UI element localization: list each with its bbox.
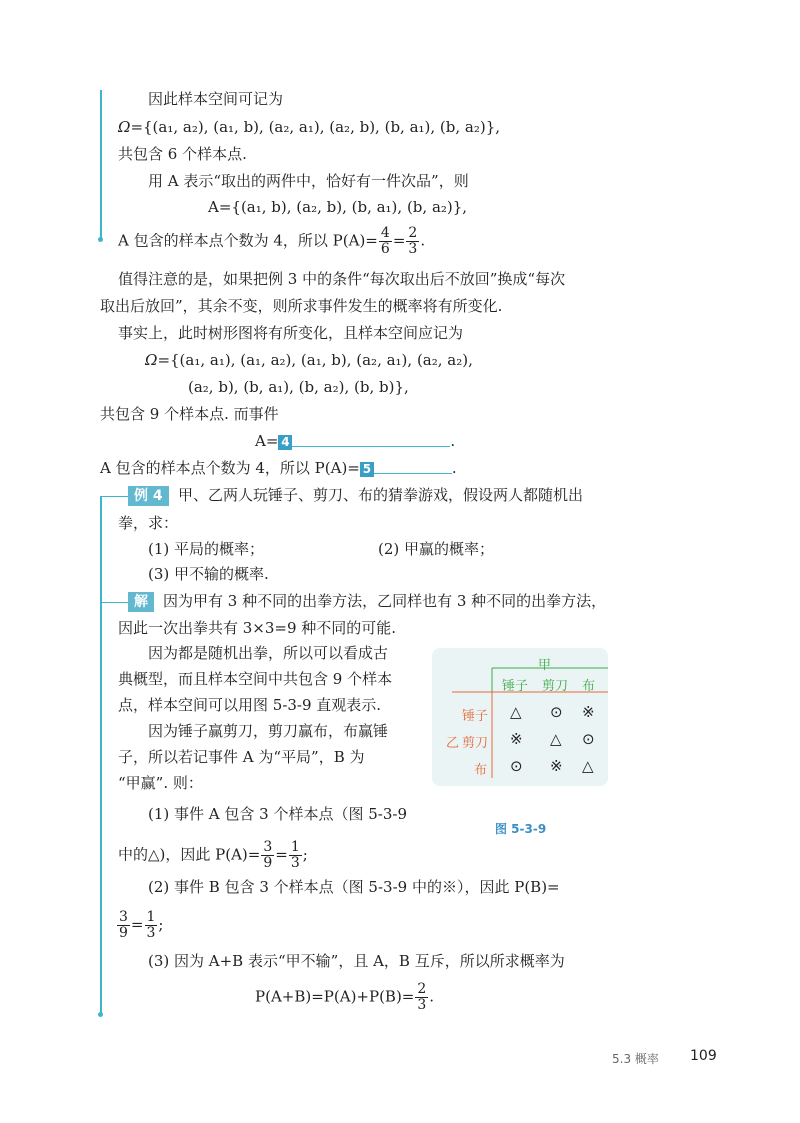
text-line: 点，样本空间可以用图 5-3-9 直观表示. xyxy=(118,696,382,714)
question-2: (2) 甲赢的概率； xyxy=(378,540,495,558)
page-number: 109 xyxy=(690,1048,717,1064)
fill-blank-line: A 包含的样本点个数为 4，所以 P(A)= 5 . xyxy=(100,459,457,477)
text-line: (3) 因为 A+B 表示“甲不输”，且 A，B 互斥，所以所求概率为 xyxy=(148,952,565,970)
question-3: (3) 甲不输的概率. xyxy=(148,565,269,583)
cell-circle-dot: ⊙ xyxy=(582,730,595,748)
cell-reference-mark: ※ xyxy=(510,730,523,748)
section-label: 5.3 概率 xyxy=(612,1052,659,1066)
omega-set: ={(a₁, a₂), (a₁, b), (a₂, a₁), (a₂, b), (b, a₁), (b, a₂)}, xyxy=(130,118,501,136)
fraction: $\frac{1}{3}$ xyxy=(290,839,300,871)
text-line: (1) 事件 A 包含 3 个样本点（图 5-3-9 xyxy=(148,805,408,823)
text-line: 因为甲有 3 种不同的出拳方法，乙同样也有 3 种不同的出拳方法， xyxy=(163,592,607,610)
cell-circle-dot: ⊙ xyxy=(550,703,563,721)
margin-bar-example xyxy=(100,496,102,1016)
margin-dot-end xyxy=(98,1012,103,1017)
fraction: $\frac{2}{3}$ xyxy=(408,225,418,257)
blank-number-badge: 5 xyxy=(360,462,374,477)
text-line: 共包含 6 个样本点. xyxy=(118,145,247,163)
cell-reference-mark: ※ xyxy=(550,757,563,775)
row-header-cloth: 布 xyxy=(474,763,488,778)
text-line: 典概型，而且样本空间中共包含 9 个样本 xyxy=(118,670,393,688)
example-tag: 例 4 xyxy=(128,486,169,506)
text-line: 因此一次出拳共有 3×3=9 种不同的可能. xyxy=(118,619,397,637)
text-line: 取出后放回”，其余不变，则所求事件发生的概率将有所变化. xyxy=(100,297,503,315)
row-header-scissors: 剪刀 xyxy=(462,736,489,751)
player-jia-label: 甲 xyxy=(538,658,552,673)
fraction: $\frac{2}{3}$ xyxy=(417,981,427,1013)
omega-symbol: Ω xyxy=(145,351,158,369)
omega-set-line xyxy=(118,116,500,138)
text-line: 值得注意的是，如果把例 3 中的条件“每次取出后不放回”换成“每次 xyxy=(118,270,566,288)
question-1: (1) 平局的概率； xyxy=(148,540,265,558)
text-line: 共包含 9 个样本点. 而事件 xyxy=(100,405,279,423)
omega-symbol: Ω xyxy=(118,118,131,136)
fraction: $\frac{1}{3}$ xyxy=(146,909,156,941)
text-line: 事实上，此时树形图将有所变化，且样本空间应记为 xyxy=(118,324,464,342)
text-line: 甲、乙两人玩锤子、剪刀、布的猜拳游戏，假设两人都随机出 xyxy=(178,486,584,504)
probability-text: A 包含的样本点个数为 4，所以 P(A)= xyxy=(118,231,378,250)
fraction: $\frac{4}{6}$ xyxy=(380,225,390,257)
fraction: $\frac{3}{9}$ xyxy=(263,839,273,871)
omega-set: ={(a₁, a₁), (a₁, a₂), (a₁, b), (a₂, a₁), (a₂, a₂), xyxy=(157,351,473,369)
probability-line: $\frac{3}{9}$ = $\frac{1}{3}$ ; xyxy=(119,909,164,941)
cell-triangle: △ xyxy=(510,703,522,721)
col-header-cloth: 布 xyxy=(582,679,596,694)
text-line: 拳，求： xyxy=(118,514,179,532)
cell-reference-mark: ※ xyxy=(582,703,595,721)
player-yi-label: 乙 xyxy=(446,736,460,751)
omega-set-line xyxy=(145,349,473,371)
figure-5-3-9 xyxy=(432,648,608,786)
probability-line: P(A+B)=P(A)+P(B)= $\frac{2}{3}$ . xyxy=(255,981,435,1013)
text-line: 用 A 表示“取出的两件中，恰好有一件次品”，则 xyxy=(148,172,469,190)
cell-triangle: △ xyxy=(582,757,594,775)
omega-set-line-2: (a₂, b), (b, a₁), (b, a₂), (b, b)}, xyxy=(188,378,409,396)
text-line: 因此样本空间可记为 xyxy=(148,90,284,108)
example-rule xyxy=(100,496,128,497)
fill-blank-line: A= 4 . xyxy=(255,432,456,450)
text-line: 因为锤子赢剪刀，剪刀赢布，布赢锤 xyxy=(148,722,389,740)
answer-blank-4[interactable] xyxy=(278,430,450,447)
col-header-hammer: 锤子 xyxy=(502,679,529,694)
fraction: $\frac{3}{9}$ xyxy=(119,909,128,941)
text-line: (2) 事件 B 包含 3 个样本点（图 5-3-9 中的※），因此 P(B)= xyxy=(148,878,560,896)
probability-line: A 包含的样本点个数为 4，所以 P(A)= $\frac{4}{6}$ = $\frac{2}{3}$ . xyxy=(118,225,426,257)
col-header-scissors: 剪刀 xyxy=(542,679,569,694)
text-line: “甲赢”. 则： xyxy=(118,774,203,792)
margin-dot xyxy=(98,237,103,242)
solution-tag: 解 xyxy=(128,592,154,612)
cell-triangle: △ xyxy=(550,730,562,748)
event-set-line: A={(a₁, b), (a₂, b), (b, a₁), (b, a₂)}, xyxy=(208,198,468,216)
probability-line: 中的△)，因此 P(A)= $\frac{3}{9}$ = $\frac{1}{3}$ ; xyxy=(118,839,308,871)
blank-number-badge: 4 xyxy=(278,435,292,450)
figure-caption: 图 5-3-9 xyxy=(495,822,547,836)
text-line: 因为都是随机出拳，所以可以看成古 xyxy=(148,644,389,662)
cell-circle-dot: ⊙ xyxy=(510,757,523,775)
margin-bar-top xyxy=(100,90,102,240)
solution-rule xyxy=(100,602,128,603)
text-line: 子，所以若记事件 A 为“平局”，B 为 xyxy=(118,748,365,766)
answer-blank-5[interactable] xyxy=(360,457,452,474)
row-header-hammer: 锤子 xyxy=(462,709,489,724)
